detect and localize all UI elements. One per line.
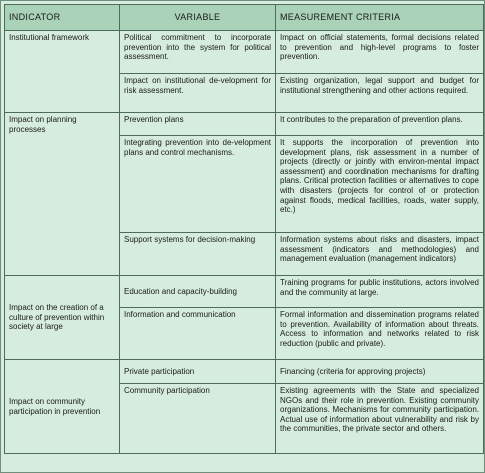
indicator-cell: Institutional framework bbox=[5, 31, 120, 113]
criteria-cell: Existing organization, legal support and budget for institutional strengthening and other actions required. bbox=[276, 74, 484, 113]
criteria-cell: Financing (criteria for approving projects) bbox=[276, 360, 484, 384]
criteria-cell: Information systems about risks and disasters, impact assessment (indicators and methodologies) and management evaluation (management indicators) bbox=[276, 233, 484, 276]
header-measurement-criteria: MEASUREMENT CRITERIA bbox=[276, 5, 484, 31]
header-indicator: INDICATOR bbox=[5, 5, 120, 31]
variable-cell: Integrating prevention into de-velopment plans and control mechanisms. bbox=[120, 136, 276, 233]
criteria-cell: It supports the incorporation of prevention into development plans, risk assessment in a number of projects (directly or jointly with environ-mental impact assessment) and coordination mechanisms for drafting plans. Critical protection facilities or alternatives to cope with disasters (projects for control of or protection against floods, medical facilities, roads, water supply, etc.) bbox=[276, 136, 484, 233]
variable-cell: Education and capacity-building bbox=[120, 276, 276, 308]
criteria-cell: Formal information and dissemination programs related to prevention. Availability of information about threats. Access to information and networks related to risk reduction (public and private). bbox=[276, 308, 484, 360]
variable-cell: Community participation bbox=[120, 384, 276, 454]
table-row bbox=[5, 276, 484, 308]
criteria-cell: Training programs for public institutions, actors involved and the community at large. bbox=[276, 276, 484, 308]
variable-cell: Support systems for decision-making bbox=[120, 233, 276, 276]
variable-cell: Private participation bbox=[120, 360, 276, 384]
indicator-cell: Impact on the creation of a culture of prevention within society at large bbox=[5, 276, 120, 360]
criteria-cell: Existing agreements with the State and specialized NGOs and their role in prevention. Existing community organizations. Mechanisms for community participation. Actual use of information about vulnerability and risk by the communities, the private sector and others. bbox=[276, 384, 484, 454]
indicator-table bbox=[4, 4, 484, 454]
indicator-cell: Impact on planning processes bbox=[5, 113, 120, 276]
table-row bbox=[5, 360, 484, 384]
variable-cell: Impact on institutional de-velopment for risk assessment. bbox=[120, 74, 276, 113]
header-variable: VARIABLE bbox=[120, 5, 276, 31]
variable-cell: Prevention plans bbox=[120, 113, 276, 136]
indicator-cell: Impact on community participation in prevention bbox=[5, 360, 120, 454]
criteria-cell: Impact on official statements, formal decisions related to prevention and high-level programs to foster prevention. bbox=[276, 31, 484, 74]
variable-cell: Political commitment to incorporate prevention into the system for political assessment. bbox=[120, 31, 276, 74]
table-row bbox=[5, 31, 484, 74]
table-row bbox=[5, 113, 484, 136]
variable-cell: Information and communication bbox=[120, 308, 276, 360]
criteria-cell: It contributes to the preparation of prevention plans. bbox=[276, 113, 484, 136]
table-header-row bbox=[5, 5, 484, 31]
